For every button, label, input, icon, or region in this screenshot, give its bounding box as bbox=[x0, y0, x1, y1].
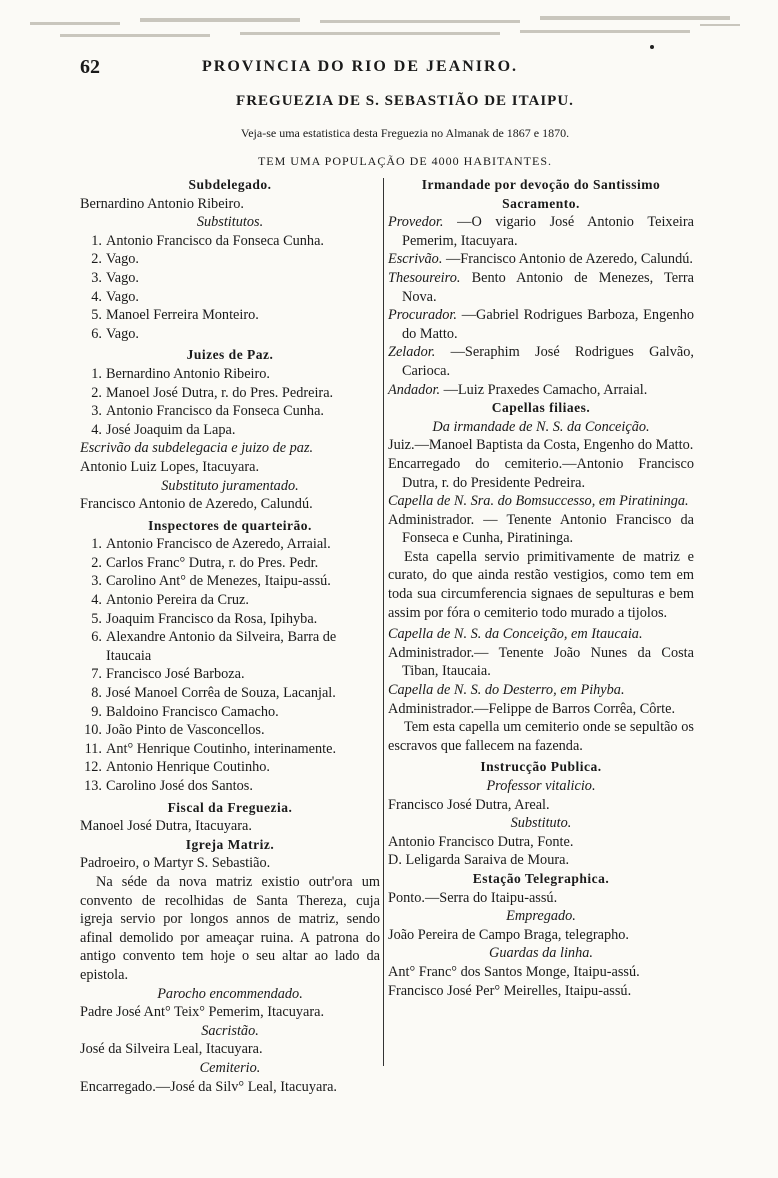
capella-1-juiz: Juiz.—Manoel Baptista da Costa, Engenho do Matto. bbox=[388, 437, 694, 454]
fiscal-name: Manoel José Dutra, Itacuyara. bbox=[80, 818, 252, 835]
column-divider bbox=[383, 178, 384, 1066]
list-item: 4. José Joaquim da Lapa. bbox=[91, 421, 236, 438]
subdelegado-name: Bernardino Antonio Ribeiro. bbox=[80, 195, 244, 212]
list-item: 2. Vago. bbox=[91, 251, 139, 268]
list-item: 3. Vago. bbox=[91, 269, 139, 286]
list-item: 1. Antonio Francisco da Fonseca Cunha. bbox=[91, 232, 324, 249]
page-number: 62 bbox=[80, 56, 100, 78]
list-item: 4. Vago. bbox=[91, 288, 139, 305]
list-item: 1. Antonio Francisco de Azeredo, Arraial. bbox=[91, 536, 331, 553]
list-item: 2. Manoel José Dutra, r. do Pres. Pedreira. bbox=[91, 384, 334, 401]
list-item: Thesoureiro. Bento Antonio de Menezes, Terra Nova. bbox=[388, 269, 694, 305]
list-item: 9. Baldoino Francisco Camacho. bbox=[91, 703, 279, 720]
list-item: Zelador. —Seraphim José Rodrigues Galvão, Carioca. bbox=[388, 344, 694, 379]
running-title: PROVINCIA DO RIO DE JEANIRO. bbox=[202, 58, 519, 75]
juizes-list bbox=[80, 365, 380, 439]
igreja-heading: Igreja Matriz. bbox=[185, 836, 275, 852]
page-header bbox=[80, 56, 730, 78]
list-item: 3. Carolino Ant° de Menezes, Itaipu-assú. bbox=[91, 573, 331, 590]
guarda-name: Ant° Franc° dos Santos Monge, Itaipu-assú. bbox=[388, 963, 640, 980]
list-item: Andador. —Luiz Praxedes Camacho, Arraial. bbox=[388, 381, 648, 398]
capella-4-paragraph: Tem esta capella um cemiterio onde se sepultão os escravos que fallecem na fazenda. bbox=[388, 719, 694, 754]
irmandade-heading: Irmandade por devoção do Santissimo Sacramento. bbox=[421, 177, 661, 211]
instrucao-heading: Instrucção Publica. bbox=[480, 759, 602, 775]
irmandade-list bbox=[388, 213, 694, 399]
substituto-label: Substituto. bbox=[510, 815, 572, 832]
list-item: 2. Carlos Franc° Dutra, r. do Pres. Pedr. bbox=[91, 554, 319, 571]
escrivao-name: Antonio Luiz Lopes, Itacuyara. bbox=[80, 458, 260, 475]
list-item: 12. Antonio Henrique Coutinho. bbox=[84, 759, 271, 776]
professor-label: Professor vitalicio. bbox=[486, 778, 596, 794]
left-column bbox=[80, 176, 380, 1096]
empregado-name: João Pereira de Campo Braga, telegrapho. bbox=[388, 926, 629, 943]
capella-3-admin: Administrador.— Tenente João Nunes da Costa Tiban, Itaucaia. bbox=[388, 644, 694, 680]
fiscal-heading: Fiscal da Freguezia. bbox=[167, 799, 293, 815]
substituto-name: Antonio Francisco Dutra, Fonte. bbox=[388, 833, 574, 850]
inspectores-heading: Inspectores de quarteirão. bbox=[148, 517, 312, 533]
capella-1-title: Da irmandade de N. S. da Conceição. bbox=[432, 418, 650, 435]
list-item: 6. Vago. bbox=[91, 325, 139, 342]
telegraphica-heading: Estação Telegraphica. bbox=[472, 870, 610, 886]
list-item: 3. Antonio Francisco da Fonseca Cunha. bbox=[91, 403, 324, 420]
cemiterio-label: Cemiterio. bbox=[199, 1059, 261, 1076]
list-item: 8. José Manoel Corrêa de Souza, Lacanjal. bbox=[91, 685, 336, 702]
population-note: TEM UMA POPULAÇÃO DE 4000 HABITANTES. bbox=[257, 154, 553, 168]
capella-3-title: Capella de N. S. da Conceição, em Itaucaia. bbox=[388, 626, 643, 643]
guardas-label: Guardas da linha. bbox=[489, 945, 593, 962]
substitutos-list bbox=[80, 232, 380, 344]
list-item: 13. Carolino José dos Santos. bbox=[84, 778, 253, 794]
capellas-heading: Capellas filiaes. bbox=[491, 400, 591, 416]
list-item: 10. João Pinto de Vasconcellos. bbox=[84, 722, 265, 739]
list-item: Procurador. —Gabriel Rodrigues Barboza, Engenho do Matto. bbox=[388, 307, 694, 342]
capella-1-encarregado: Encarregado do cemiterio.—Antonio Francisco Dutra, r. do Presidente Pedreira. bbox=[388, 455, 694, 491]
escrivao-label: Escrivão da subdelegacia e juizo de paz. bbox=[80, 440, 314, 457]
capella-2-title: Capella de N. Sra. do Bomsuccesso, em Piratininga. bbox=[388, 493, 689, 510]
professor-name: Francisco José Dutra, Areal. bbox=[388, 796, 550, 813]
empregado-label: Empregado. bbox=[506, 908, 576, 925]
statistics-note: Veja-se uma estatistica desta Freguezia no Almanak de 1867 e 1870. bbox=[240, 126, 570, 140]
right-column bbox=[388, 176, 694, 1000]
ponto-text: Ponto.—Serra do Itaipu-assú. bbox=[388, 889, 558, 906]
list-item: 11. Ant° Henrique Coutinho, interinamente. bbox=[84, 740, 337, 757]
substituto-juramentado-name: Francisco Antonio de Azeredo, Calundú. bbox=[80, 496, 313, 513]
substituto-juramentado-label: Substituto juramentado. bbox=[161, 477, 299, 494]
subdelegado-heading: Subdelegado. bbox=[188, 177, 272, 192]
list-item: 7. Francisco José Barboza. bbox=[91, 666, 245, 683]
sacristao-name: José da Silveira Leal, Itacuyara. bbox=[80, 1041, 263, 1058]
list-item: Provedor. —O vigario José Antonio Teixeira Pemerim, Itacuyara. bbox=[388, 214, 694, 249]
igreja-paragraph: Na séde da nova matriz existio outr'ora um convento de recolhidas de Santa Thereza, cuja igreja servio por longos annos de matriz, sendo afinal demolido por ameaçar ruina. A patrona do antigo convento tem hoje o seu altar ao lado da epistola. bbox=[80, 873, 380, 983]
cemiterio-encarregado: Encarregado.—José da Silv° Leal, Itacuyara. bbox=[80, 1078, 337, 1095]
list-item: 1. Bernardino Antonio Ribeiro. bbox=[91, 365, 270, 382]
parocho-label: Parocho encommendado. bbox=[157, 985, 303, 1002]
list-item: 4. Antonio Pereira da Cruz. bbox=[91, 592, 249, 609]
parocho-name: Padre José Ant° Teix° Pemerim, Itacuyara. bbox=[80, 1004, 325, 1021]
sacristao-label: Sacristão. bbox=[201, 1022, 259, 1039]
substitutos-heading: Substitutos. bbox=[196, 214, 264, 231]
parish-title: FREGUEZIA DE S. SEBASTIÃO DE ITAIPU. bbox=[236, 93, 574, 109]
guarda-name: Francisco José Per° Meirelles, Itaipu-assú. bbox=[388, 982, 632, 999]
padroeiro-text: Padroeiro, o Martyr S. Sebastião. bbox=[80, 855, 271, 872]
juizes-heading: Juizes de Paz. bbox=[186, 347, 274, 363]
capella-4-admin: Administrador.—Felippe de Barros Corrêa, Côrte. bbox=[388, 700, 676, 717]
substituto-name: D. Leligarda Saraiva de Moura. bbox=[388, 852, 570, 869]
inspectores-list bbox=[80, 535, 380, 795]
list-item: 6. Alexandre Antonio da Silveira, Barra de Itaucaia bbox=[91, 629, 337, 664]
list-item: 5. Joaquim Francisco da Rosa, Ipihyba. bbox=[91, 610, 318, 627]
capella-4-title: Capella de N. S. do Desterro, em Pihyba. bbox=[388, 682, 625, 699]
capella-2-paragraph: Esta capella servio primitivamente de matriz e curato, do que ainda restão vestigios, como tem em toda sua circumferencia signaes de sepulturas e bem assim por fóra o cemiterio todo murado a tijolos. bbox=[388, 548, 694, 621]
list-item: Escrivão. —Francisco Antonio de Azeredo, Calundú. bbox=[388, 251, 693, 268]
capella-2-admin: Administrador. — Tenente Antonio Francisco da Fonseca e Cunha, Piratininga. bbox=[388, 511, 694, 547]
bleed-through-noise bbox=[0, 0, 778, 60]
list-item: 5. Manoel Ferreira Monteiro. bbox=[91, 307, 259, 324]
